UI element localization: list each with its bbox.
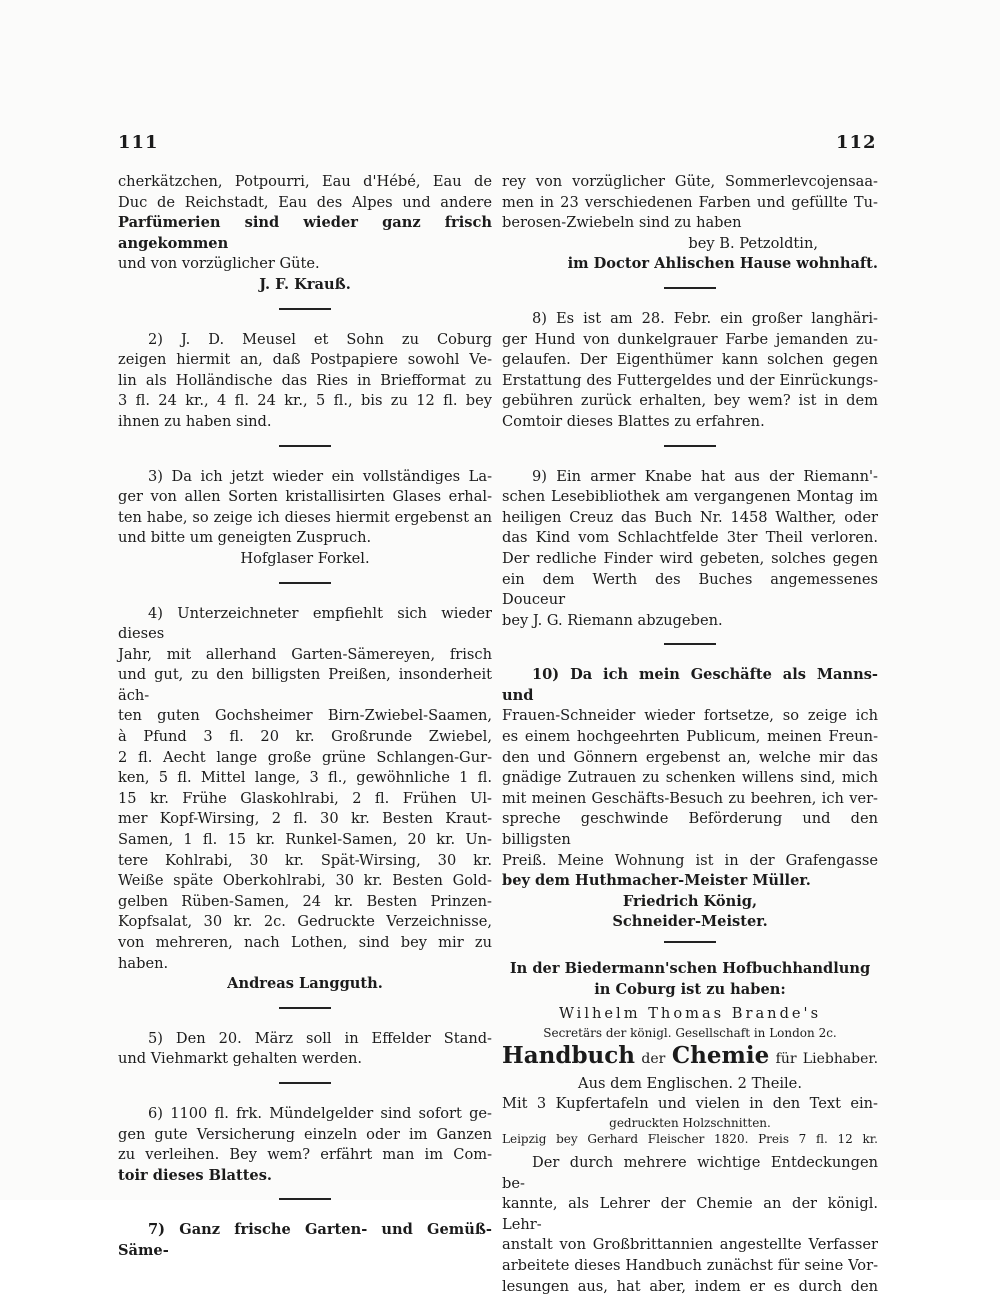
section-divider [664,941,716,943]
section-divider [279,582,331,584]
text-line: anstalt von Großbrittannien angestellte Verfasser [502,1236,878,1254]
text-line: 4) Unterzeichneter empfiehlt sich wieder dieses [118,604,492,643]
section-divider [279,1198,331,1200]
book-title-word: Handbuch [502,1041,635,1069]
advert-4 [118,604,492,995]
text-line: berosen-Zwiebeln sind zu haben [502,214,742,232]
page-number-right: 112 [836,132,877,153]
text-line: 10) Da ich mein Geschäfte als Manns- und [502,666,878,704]
text-line: lin als Holländische das Ries in Briefformat zu [118,371,492,389]
text-line: 3 fl. 24 kr., 4 fl. 24 kr., 5 fl., bis zu 12 fl. bey [118,392,492,410]
text-line: Erstattung des Futtergeldes und der Einrückungs- [502,371,878,389]
text-line: von mehreren, nach Lothen, sind bey mir zu haben. [118,934,492,972]
book-title-word: der [641,1050,666,1067]
advert-7 [118,1220,492,1261]
text-line: ger von allen Sorten kristallisirten Glases erhal- [118,488,492,506]
signature-address: im Doctor Ahlischen Hause wohnhaft. [567,255,878,273]
advert-6 [118,1104,492,1186]
section-divider [664,445,716,447]
text-line: ger Hund von dunkelgrauer Farbe jemanden zu- [502,330,878,348]
right-column [502,172,878,1297]
advert-9 [502,467,878,632]
book-subtitle: gedruckten Holzschnitten. [609,1115,771,1130]
text-line: Der durch mehrere wichtige Entdeckungen be- [502,1153,878,1192]
advert-8 [502,309,878,433]
signature: Hofglaser Forkel. [240,549,370,567]
text-line: kannte, als Lehrer der Chemie an der königl. Lehr- [502,1195,878,1233]
bookshop-heading: in Coburg ist zu haben: [594,980,786,998]
text-line: das Kind vom Schlachtfelde 3ter Theil verloren. [502,529,878,547]
book-title-word: für Liebhaber. [775,1050,879,1067]
text-line: Der redliche Finder wird gebeten, solches gegen [502,549,878,567]
text-line: und Viehmarkt gehalten werden. [118,1050,363,1068]
text-line: schen Lesebibliothek am vergangenen Montag im [502,488,878,506]
section-divider [279,308,331,310]
text-line: den und Gönnern ergebenst an, welche mir das [502,748,878,766]
text-line: ten habe, so zeige ich dieses hiermit ergebenst an [118,508,492,526]
text-line: à Pfund 3 fl. 20 kr. Großrunde Zwiebel, [118,728,492,746]
text-line: gnädige Zutrauen zu schenken willens sind, mich [502,769,878,787]
text-line: 8) Es ist am 28. Febr. ein großer langhäri- [532,309,878,327]
text-line: ein dem Werth des Buches angemessenes Douceur [502,570,878,609]
text-line: mer Kopf-Wirsing, 2 fl. 30 kr. Besten Kraut- [118,810,492,828]
page-number-left: 111 [118,132,159,153]
left-column [118,172,492,1262]
text-line: spreche geschwinde Beförderung und den billigsten [502,810,878,849]
signature: J. F. Krauß. [259,275,351,293]
text-line: ihnen zu haben sind. [118,412,272,430]
text-line: Samen, 1 fl. 15 kr. Runkel-Samen, 20 kr. Un- [118,831,492,849]
book-author: Wilhelm Thomas Brande's [558,1005,822,1023]
book-subtitle: Aus dem Englischen. 2 Theile. [578,1074,802,1092]
text-line: tere Kohlrabi, 30 kr. Spät-Wirsing, 30 kr. [118,851,492,869]
text-line: 2 fl. Aecht lange große grüne Schlangen-Gur- [118,748,492,766]
signature: bey B. Petzoldtin, [688,234,818,252]
signature: Friedrich König, [622,892,758,910]
text-line: 6) 1100 fl. frk. Mündelgelder sind sofort ge- [148,1104,492,1122]
text-line: gebühren zurück erhalten, bey wem? ist in dem [502,392,878,410]
text-line: Duc de Reichstadt, Eau des Alpes und andere [118,193,492,211]
signature: Schneider-Meister. [612,913,768,931]
text-line: rey von vorzüglicher Güte, Sommerlevcojensaa- [502,173,878,190]
text-line: und gut, zu den billigsten Preißen, insonderheit äch- [118,666,492,704]
book-author-title: Secretärs der königl. Gesellschaft in London 2c. [543,1025,837,1040]
text-line: Jahr, mit allerhand Garten-Sämereyen, frisch [118,645,492,663]
text-line: mit meinen Geschäfts-Besuch zu beehren, ich ver- [502,789,878,807]
text-line: arbeitete dieses Handbuch zunächst für seine Vor- [502,1256,878,1274]
book-publisher: Leipzig bey Gerhard Fleischer 1820. Preis 7 fl. 12 kr. [502,1131,878,1146]
text-line: ten guten Gochsheimer Birn-Zwiebel-Saamen, [118,707,492,725]
bookshop-heading: In der Biedermann'schen Hofbuchhandlung [509,960,871,977]
section-divider [664,643,716,645]
book-advert [502,959,878,1297]
advert-5 [118,1029,492,1070]
text-line: bey J. G. Riemann abzugeben. [502,611,723,629]
text-line: Kopfsalat, 30 kr. 2c. Gedruckte Verzeichnisse, [118,913,492,931]
section-divider [279,1082,331,1084]
text-line: es einem hochgeehrten Publicum, meinen Freun- [502,728,878,746]
section-divider [279,445,331,447]
text-line: 5) Den 20. März soll in Effelder Stand- [148,1029,492,1047]
advert-2 [118,330,492,433]
seed-advert-continued [502,172,878,275]
text-line: toir dieses Blattes. [118,1166,273,1184]
text-line: Comtoir dieses Blattes zu erfahren. [502,412,765,430]
text-line: gelben Rüben-Samen, 24 kr. Besten Prinzen- [118,892,492,910]
section-divider [279,1007,331,1009]
text-line: Parfümerien sind wieder ganz frisch angekommen [118,214,492,252]
text-line: zeigen hiermit an, daß Postpapiere sowohl Ve- [118,351,492,369]
book-title [502,1041,878,1074]
text-line: 3) Da ich jetzt wieder ein vollständiges La- [148,467,492,485]
text-line: gen gute Versicherung einzeln oder im Ganzen [118,1125,492,1143]
text-line: Preiß. Meine Wohnung ist in der Grafengasse [502,851,878,869]
text-line: zu verleihen. Bey wem? erfährt man im Com- [118,1146,492,1164]
text-line: 7) Ganz frische Garten- und Gemüß-Säme- [118,1221,492,1259]
text-line: 15 kr. Frühe Glaskohlrabi, 2 fl. Frühen Ul- [118,789,492,807]
text-line: Weiße späte Oberkohlrabi, 30 kr. Besten Gold- [118,872,492,890]
book-subtitle: Mit 3 Kupfertafeln und vielen in den Text ein- [502,1095,878,1113]
perfume-advert [118,172,492,296]
text-line: und von vorzüglicher Güte. [118,255,320,273]
text-line: lesungen aus, hat aber, indem er es durch den [502,1277,878,1295]
section-divider [664,287,716,289]
text-line: Frauen-Schneider wieder fortsetze, so zeige ich [502,707,878,725]
text-line: cherkätzchen, Potpourri, Eau d'Hébé, Eau de [118,173,492,190]
text-line: und bitte um geneigten Zuspruch. [118,529,372,547]
advert-10 [502,665,878,933]
text-line: gelaufen. Der Eigenthümer kann solchen gegen [502,351,878,369]
text-line: ken, 5 fl. Mittel lange, 3 fl., gewöhnliche 1 fl. [118,769,492,787]
book-title-word: Chemie [671,1041,770,1069]
signature: Andreas Langguth. [227,975,383,993]
text-line: heiligen Creuz das Buch Nr. 1458 Walther, oder [502,508,878,526]
text-line: 2) J. D. Meusel et Sohn zu Coburg [148,330,492,348]
text-line: 9) Ein armer Knabe hat aus der Riemann'- [532,467,878,485]
text-line: bey dem Huthmacher-Meister Müller. [502,872,811,890]
advert-3 [118,467,492,570]
text-line: men in 23 verschiedenen Farben und gefüllte Tu- [502,193,878,211]
